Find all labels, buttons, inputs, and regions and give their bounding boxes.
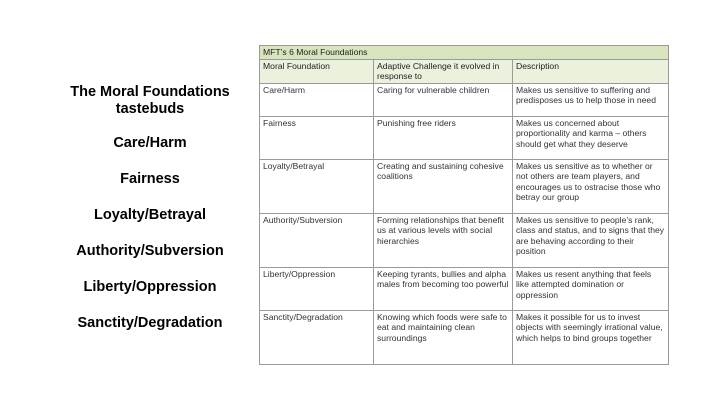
table-row (260, 116, 669, 159)
header-moral-foundation: Moral Foundation (260, 59, 374, 83)
cell-challenge: Creating and sustaining cohesive coalitions (374, 159, 513, 213)
table-header-row (260, 59, 669, 83)
heading-line-1: The Moral Foundations (70, 84, 230, 100)
list-heading (40, 84, 260, 118)
table-row (260, 267, 669, 310)
cell-foundation: Sanctity/Degradation (260, 310, 374, 364)
foundations-table (259, 45, 669, 365)
cell-foundation: Fairness (260, 116, 374, 159)
table-row (260, 159, 669, 213)
cell-description: Makes us sensitive as to whether or not others are team players, and encourages us to ostracise those who betray our group (513, 159, 669, 213)
table-row (260, 310, 669, 364)
cell-foundation: Care/Harm (260, 83, 374, 116)
cell-description: Makes us concerned about proportionality and karma – others should get what they deserve (513, 116, 669, 159)
foundations-table-container (259, 45, 669, 365)
header-adaptive-challenge: Adaptive Challenge it evolved in response to (374, 59, 513, 83)
table-caption: MFT’s 6 Moral Foundations (260, 46, 669, 60)
table-caption-row (260, 46, 669, 60)
cell-foundation: Loyalty/Betrayal (260, 159, 374, 213)
cell-challenge: Knowing which foods were safe to eat and maintaining clean surroundings (374, 310, 513, 364)
cell-foundation: Liberty/Oppression (260, 267, 374, 310)
table-row (260, 213, 669, 267)
foundations-list (40, 84, 260, 351)
cell-description: Makes it possible for us to invest objects with seemingly irrational value, which helps to bind groups together (513, 310, 669, 364)
list-item-fairness: Fairness (120, 171, 180, 187)
heading-line-2: tastebuds (115, 101, 185, 117)
cell-challenge: Keeping tyrants, bullies and alpha males from becoming too powerful (374, 267, 513, 310)
cell-challenge: Forming relationships that benefit us at various levels with social hierarchies (374, 213, 513, 267)
list-item-authority-subversion: Authority/Subversion (76, 243, 224, 259)
cell-description: Makes us sensitive to people’s rank, class and status, and to signs that they are behaving according to their position (513, 213, 669, 267)
cell-challenge: Caring for vulnerable children (374, 83, 513, 116)
list-item-care-harm: Care/Harm (113, 135, 187, 151)
cell-description: Makes us sensitive to suffering and predisposes us to help those in need (513, 83, 669, 116)
list-item-sanctity-degradation: Sanctity/Degradation (77, 315, 223, 331)
cell-challenge: Punishing free riders (374, 116, 513, 159)
table-row (260, 83, 669, 116)
list-item-liberty-oppression: Liberty/Oppression (83, 279, 217, 295)
list-item-loyalty-betrayal: Loyalty/Betrayal (93, 207, 207, 223)
header-description: Description (513, 59, 669, 83)
cell-description: Makes us resent anything that feels like attempted domination or oppression (513, 267, 669, 310)
cell-foundation: Authority/Subversion (260, 213, 374, 267)
